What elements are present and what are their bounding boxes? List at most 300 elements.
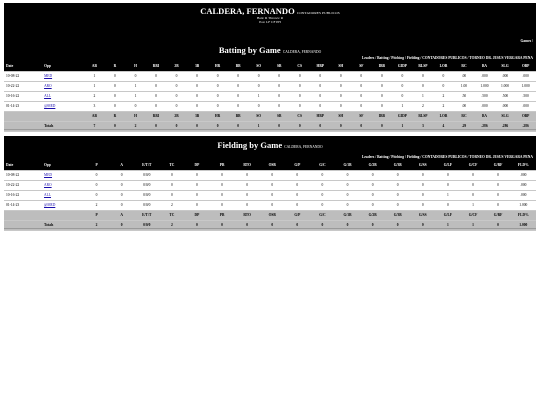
stat-cell: 0 <box>360 171 385 181</box>
stat-cell: 0 <box>410 171 435 181</box>
stat-cell: 0 <box>413 82 434 92</box>
opponent-link[interactable]: MED <box>44 74 53 78</box>
fielding-table <box>4 161 536 231</box>
table-row <box>4 201 536 211</box>
stat-cell: 0 <box>187 82 208 92</box>
column-header: OBP <box>515 112 536 122</box>
total-cell: 4 <box>433 122 454 132</box>
column-header: G/C <box>310 161 335 171</box>
stat-cell: 0 <box>372 82 393 92</box>
column-header: HR <box>207 112 228 122</box>
stat-cell: 0 <box>410 201 435 211</box>
column-header: G/2B <box>360 211 385 221</box>
stat-cell: .00 <box>454 72 475 82</box>
stat-cell: 0 <box>228 82 249 92</box>
stat-cell: .000 <box>511 181 536 191</box>
stat-cell: 0 <box>210 171 235 181</box>
column-header: OSB <box>260 161 285 171</box>
stat-cell: 0 <box>184 191 209 201</box>
total-cell: 3 <box>413 122 434 132</box>
opponent-link[interactable]: ARO <box>44 84 52 88</box>
stat-cell: 1 <box>413 92 434 102</box>
stat-cell: 0 <box>166 82 187 92</box>
column-header: CS <box>289 62 310 72</box>
column-header: RLSP <box>413 112 434 122</box>
total-cell: 0 <box>289 122 310 132</box>
stat-cell: 2 <box>433 102 454 112</box>
stat-cell: .500 <box>474 92 495 102</box>
stat-cell: 0 <box>146 82 167 92</box>
stat-cell: 2 <box>159 201 184 211</box>
opponent-cell <box>42 191 84 201</box>
column-header: SB <box>269 62 290 72</box>
total-cell: 7 <box>84 122 105 132</box>
stat-cell: 0 <box>105 72 126 82</box>
opponent-cell <box>42 181 84 191</box>
opponent-link[interactable]: ALL <box>44 94 52 98</box>
column-header: G/C <box>310 211 335 221</box>
column-header: R <box>105 112 126 122</box>
column-header: SF <box>351 112 372 122</box>
column-header: SH <box>331 62 352 72</box>
stat-cell: 1 <box>460 201 485 211</box>
stat-cell: 0 <box>109 171 134 181</box>
stat-cell: 0 <box>385 191 410 201</box>
column-header: OBP <box>515 62 536 72</box>
stat-cell: 0 <box>486 181 511 191</box>
opponent-cell <box>42 171 84 181</box>
stat-cell: 0 <box>248 102 269 112</box>
fielding-totals-row <box>4 221 536 231</box>
column-header: FLD% <box>511 211 536 221</box>
stat-cell: .000 <box>474 102 495 112</box>
stat-cell: 0 <box>413 72 434 82</box>
column-header: G/SS <box>410 161 435 171</box>
column-header: IBB <box>372 112 393 122</box>
stat-cell: .000 <box>511 191 536 201</box>
stat-cell: 1.000 <box>474 82 495 92</box>
column-header: G/CF <box>460 161 485 171</box>
column-header: RBI <box>146 62 167 72</box>
stat-cell: 0/0/0 <box>134 181 159 191</box>
stat-cell: 1 <box>125 92 146 102</box>
stat-cell: 0 <box>335 181 360 191</box>
column-header: AB <box>84 112 105 122</box>
opponent-link[interactable]: ARO <box>44 183 52 187</box>
column-header: RBI <box>146 112 167 122</box>
stat-cell: 0 <box>486 191 511 201</box>
footer-blank-cell <box>42 112 84 122</box>
stat-cell: 0 <box>410 181 435 191</box>
stat-cell: 0 <box>310 181 335 191</box>
opponent-link[interactable]: MED <box>44 173 53 177</box>
column-header: LOB <box>433 62 454 72</box>
column-header: CS <box>289 112 310 122</box>
stat-cell: 0 <box>289 72 310 82</box>
stat-cell: 0 <box>435 181 460 191</box>
stat-cell: 0 <box>260 191 285 201</box>
stat-cell: 0 <box>146 102 167 112</box>
totals-blank-cell <box>4 221 42 231</box>
opponent-cell <box>42 92 84 102</box>
total-cell: .286 <box>474 122 495 132</box>
column-header: PB <box>210 161 235 171</box>
stat-cell: 0 <box>146 72 167 82</box>
table-row <box>4 92 536 102</box>
footer-blank-cell <box>42 211 84 221</box>
bats-throws: Bats: R Throws: R <box>256 16 284 20</box>
opponent-cell <box>42 72 84 82</box>
stat-cell: 0 <box>210 181 235 191</box>
stat-cell: 0 <box>433 82 454 92</box>
stat-cell: 0 <box>125 72 146 82</box>
stat-cell: 0 <box>310 201 335 211</box>
stat-cell: 2 <box>84 92 105 102</box>
totals-blank-cell <box>4 122 42 132</box>
stat-cell: 0 <box>351 102 372 112</box>
stat-cell: 0 <box>187 72 208 82</box>
total-cell: 0 <box>310 122 331 132</box>
column-header: Opp <box>42 161 84 171</box>
stat-cell: 1.000 <box>495 82 516 92</box>
stat-cell: 1 <box>125 82 146 92</box>
total-cell: .286 <box>515 122 536 132</box>
stat-cell: 0 <box>310 82 331 92</box>
total-cell: 0 <box>486 221 511 231</box>
table-row <box>4 171 536 181</box>
column-header: 2B <box>166 112 187 122</box>
stat-cell: 1 <box>248 92 269 102</box>
column-header: GIDP <box>392 62 413 72</box>
stat-cell: 0 <box>159 191 184 201</box>
total-cell: 0 <box>410 221 435 231</box>
column-header: BA <box>474 62 495 72</box>
batting-nav-links[interactable]: Leaders / Batting / Pitching / Fielding / CONTADORES PUBLICOS / TORNEO DR. JESUS VERGARA PENA <box>361 56 533 60</box>
totals-label: Totals <box>42 122 84 132</box>
column-header: P <box>84 211 109 221</box>
game-date: 10-16-22 <box>4 191 42 201</box>
stat-cell: 0 <box>335 191 360 201</box>
total-cell: 0 <box>372 122 393 132</box>
stat-cell: 0 <box>310 102 331 112</box>
table-row <box>4 181 536 191</box>
stat-cell: 1 <box>84 72 105 82</box>
batting-section-header <box>4 37 536 62</box>
opponent-link[interactable]: ALL <box>44 193 52 197</box>
stat-cell: 0 <box>372 72 393 82</box>
section-divider <box>4 129 536 130</box>
stat-cell: 0 <box>228 102 249 112</box>
total-cell: 2 <box>84 221 109 231</box>
opponent-link[interactable]: @MED <box>44 104 56 108</box>
batting-title-text: Batting by Game <box>218 45 281 55</box>
stat-cell: 0 <box>248 72 269 82</box>
fielding-section-header <box>4 136 536 161</box>
stat-cell: 0 <box>331 72 352 82</box>
column-header: SO <box>248 112 269 122</box>
column-header: A <box>109 211 134 221</box>
stat-cell: 0 <box>360 201 385 211</box>
stat-cell: 0 <box>228 72 249 82</box>
stat-cell: .000 <box>511 171 536 181</box>
stat-cell: 0 <box>159 171 184 181</box>
column-header: TC <box>159 211 184 221</box>
total-cell: 0 <box>228 122 249 132</box>
stat-cell: .000 <box>515 102 536 112</box>
player-header <box>4 3 536 37</box>
stat-cell: 0 <box>207 82 228 92</box>
total-cell: 0/0/0 <box>134 221 159 231</box>
stat-cell: 0 <box>289 82 310 92</box>
fielding-footer-header-row <box>4 211 536 221</box>
player-name-line <box>4 6 536 16</box>
total-cell: 1 <box>392 122 413 132</box>
column-header: H <box>125 62 146 72</box>
column-header: G/SS <box>410 211 435 221</box>
stat-cell: 0 <box>187 102 208 112</box>
total-cell: 0 <box>285 221 310 231</box>
stat-cell: 0 <box>460 171 485 181</box>
total-cell: 0 <box>331 122 352 132</box>
stat-cell: 0 <box>269 102 290 112</box>
stat-cell: 0 <box>84 191 109 201</box>
opponent-cell <box>42 102 84 112</box>
game-date: 10-16-22 <box>4 92 42 102</box>
column-header: Date <box>4 161 42 171</box>
stat-cell: 0 <box>109 181 134 191</box>
opponent-link[interactable]: @MED <box>44 203 56 207</box>
total-cell: 0 <box>335 221 360 231</box>
stat-cell: 1.00 <box>454 82 475 92</box>
column-header: Opp <box>42 62 84 72</box>
stat-cell: 0 <box>486 171 511 181</box>
stat-cell: 0 <box>187 92 208 102</box>
column-header: G/3B <box>385 161 410 171</box>
stat-cell: 0 <box>486 201 511 211</box>
column-header: SF <box>351 62 372 72</box>
stat-cell: 0 <box>84 171 109 181</box>
stat-cell: .000 <box>495 102 516 112</box>
opponent-cell <box>42 201 84 211</box>
game-date: 10-22-22 <box>4 181 42 191</box>
total-cell: 0 <box>184 221 209 231</box>
column-header: RTO <box>235 211 260 221</box>
total-cell: 0 <box>351 122 372 132</box>
stat-cell: .50 <box>454 92 475 102</box>
column-header: SB <box>269 112 290 122</box>
column-header: SO <box>248 62 269 72</box>
column-header: 3B <box>187 112 208 122</box>
stat-cell: 0 <box>310 191 335 201</box>
stat-cell: 0 <box>433 72 454 82</box>
stat-cell: 0 <box>105 92 126 102</box>
stat-cell: 0 <box>260 171 285 181</box>
stat-cell: 0 <box>360 181 385 191</box>
game-date: 10-08-22 <box>4 171 42 181</box>
fielding-title-text: Fielding by Game <box>217 140 283 150</box>
stat-cell: .000 <box>515 72 536 82</box>
column-header: BB <box>228 112 249 122</box>
stat-cell: 0 <box>146 92 167 102</box>
batting-table <box>4 62 536 132</box>
stat-cell: 0 <box>351 92 372 102</box>
total-cell: 0 <box>210 221 235 231</box>
total-cell: 0 <box>105 122 126 132</box>
column-header: G/LF <box>435 211 460 221</box>
batting-header-row <box>4 62 536 72</box>
stat-cell: 0 <box>460 181 485 191</box>
stat-cell: 0 <box>228 92 249 102</box>
column-header: TC <box>159 161 184 171</box>
column-header: RTO <box>235 161 260 171</box>
table-row <box>4 191 536 201</box>
stat-cell: 0 <box>385 201 410 211</box>
stat-cell: 0 <box>285 181 310 191</box>
stat-cell: 1.000 <box>515 82 536 92</box>
stat-cell: 2 <box>433 92 454 102</box>
stat-cell: .500 <box>515 92 536 102</box>
stat-cell: 0 <box>166 102 187 112</box>
stat-cell: 0 <box>159 181 184 191</box>
total-cell: 0 <box>360 221 385 231</box>
game-date: 01-14-23 <box>4 201 42 211</box>
column-header: GIDP <box>392 112 413 122</box>
column-header: E/T/T <box>134 211 159 221</box>
column-header: RC <box>454 112 475 122</box>
totals-label: Totals <box>42 221 84 231</box>
column-header: Date <box>4 62 42 72</box>
stat-cell: 0 <box>235 171 260 181</box>
stat-cell: .000 <box>474 72 495 82</box>
total-cell: 0 <box>187 122 208 132</box>
column-header: IBB <box>372 62 393 72</box>
stat-cell: 0 <box>392 72 413 82</box>
stat-cell: 0 <box>105 102 126 112</box>
batting-title <box>4 45 536 55</box>
total-cell: 2 <box>159 221 184 231</box>
stat-cell: 0 <box>269 72 290 82</box>
column-header: RC <box>454 62 475 72</box>
games-link[interactable]: Games / <box>520 39 533 43</box>
column-header: 3B <box>187 62 208 72</box>
stat-cell: 0 <box>392 92 413 102</box>
stat-cell: 0 <box>235 201 260 211</box>
stat-cell: 0/0/0 <box>134 171 159 181</box>
fielding-header-row <box>4 161 536 171</box>
stat-cell: 0 <box>289 92 310 102</box>
total-cell: 1.000 <box>511 221 536 231</box>
total-cell: .29 <box>454 122 475 132</box>
stat-cell: 0 <box>84 181 109 191</box>
stat-cell: .00 <box>454 102 475 112</box>
stat-cell: 0 <box>184 181 209 191</box>
stat-cell: 0 <box>331 92 352 102</box>
column-header: H <box>125 112 146 122</box>
column-header: AB <box>84 62 105 72</box>
stat-cell: 0 <box>109 201 134 211</box>
total-cell: 0 <box>385 221 410 231</box>
stat-cell: 0 <box>310 92 331 102</box>
column-header: G/P <box>285 211 310 221</box>
stat-cell: 0 <box>269 82 290 92</box>
column-header: A <box>109 161 134 171</box>
column-header: SH <box>331 112 352 122</box>
stat-cell: 0 <box>166 92 187 102</box>
stat-cell: 0 <box>335 171 360 181</box>
table-row <box>4 72 536 82</box>
column-header: G/1B <box>335 211 360 221</box>
stat-cell: 0/0/0 <box>134 201 159 211</box>
stat-cell: 0 <box>385 171 410 181</box>
stat-cell: 0 <box>105 82 126 92</box>
stat-cell: 0 <box>207 102 228 112</box>
stat-cell: 0 <box>269 92 290 102</box>
total-cell: 1 <box>460 221 485 231</box>
column-header: HBP <box>310 62 331 72</box>
total-cell: 0 <box>166 122 187 132</box>
column-header: G/CF <box>460 211 485 221</box>
stat-cell: 0 <box>460 191 485 201</box>
stat-cell: 0 <box>125 102 146 112</box>
stat-cell: 0 <box>435 171 460 181</box>
column-header: BA <box>474 112 495 122</box>
column-header: G/3B <box>385 211 410 221</box>
table-row <box>4 82 536 92</box>
column-header: G/2B <box>360 161 385 171</box>
stat-cell: 0 <box>335 201 360 211</box>
stat-cell: 0 <box>210 191 235 201</box>
stat-cell: .500 <box>495 92 516 102</box>
stat-cell: .000 <box>495 72 516 82</box>
game-date: 10-08-22 <box>4 72 42 82</box>
stat-cell: 0 <box>260 201 285 211</box>
stat-cell: 0 <box>109 191 134 201</box>
total-cell: 0 <box>269 122 290 132</box>
stat-cell: 0 <box>372 92 393 102</box>
stat-cell: 1 <box>84 82 105 92</box>
fielding-nav-links[interactable]: Leaders / Batting / Pitching / Fielding / CONTADORES PUBLICOS / TORNEO DR. JESUS VERGARA PENA <box>361 155 533 159</box>
stat-cell: 0 <box>260 181 285 191</box>
stat-cell: 2 <box>413 102 434 112</box>
stat-cell: 0 <box>235 191 260 201</box>
positions: Pos: LF CF PH <box>259 20 281 24</box>
stat-cell: 0 <box>166 72 187 82</box>
stat-cell: 0 <box>248 82 269 92</box>
column-header: HBP <box>310 112 331 122</box>
player-name: CALDERA, FERNANDO <box>200 6 295 16</box>
column-header: G/LF <box>435 161 460 171</box>
stat-cell: 1 <box>392 102 413 112</box>
column-header: G/RF <box>486 161 511 171</box>
column-header: G/1B <box>335 161 360 171</box>
footer-blank-cell <box>4 211 42 221</box>
stat-cell: 0 <box>435 201 460 211</box>
stat-cell: 0 <box>331 102 352 112</box>
total-cell: 2 <box>125 122 146 132</box>
stat-cell: 1 <box>435 191 460 201</box>
stat-cell: 1.000 <box>511 201 536 211</box>
stat-cell: 0 <box>285 201 310 211</box>
stat-cell: 0 <box>351 82 372 92</box>
total-cell: 1 <box>435 221 460 231</box>
column-header: DP <box>184 161 209 171</box>
stat-cell: 0 <box>331 82 352 92</box>
column-header: E/T/T <box>134 161 159 171</box>
column-header: R <box>105 62 126 72</box>
column-header: FLD% <box>511 161 536 171</box>
stat-cell: 0 <box>289 102 310 112</box>
batting-subtitle: CALDERA, FERNANDO <box>282 50 322 54</box>
